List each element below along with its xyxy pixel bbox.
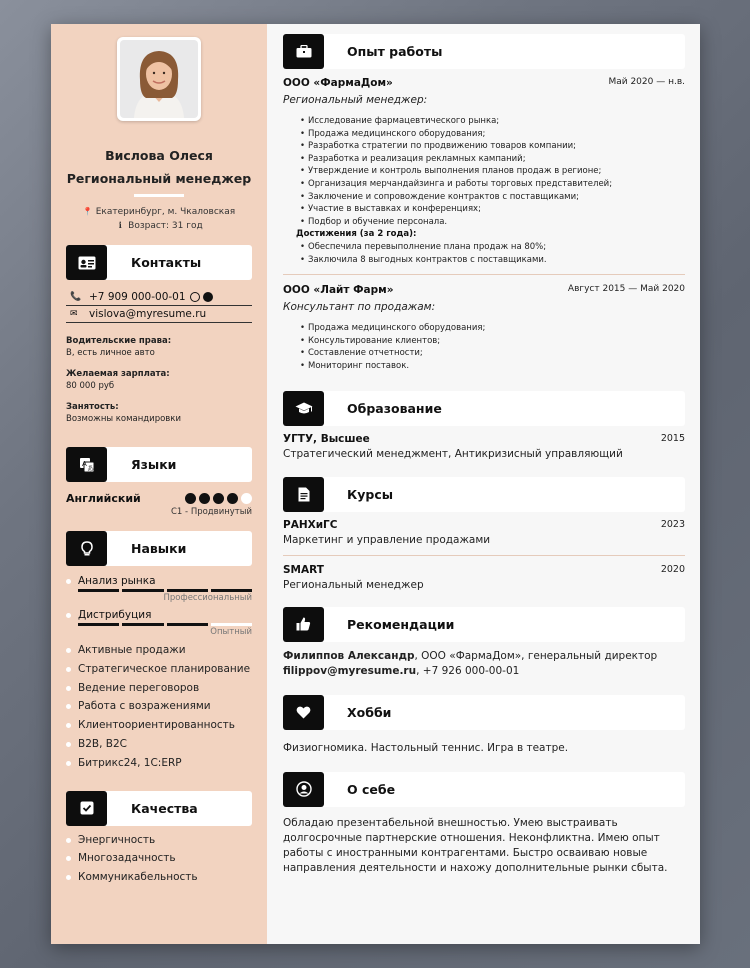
duty-item: • Консультирование клиентов;	[300, 335, 685, 348]
hobbies-text: Физиогномика. Настольный теннис. Игра в театре.	[283, 741, 569, 754]
thumbs-up-icon	[296, 617, 311, 631]
qualities-list	[66, 831, 252, 887]
phone-text: +7 909 000-00-01	[89, 291, 186, 303]
courses-header	[283, 477, 685, 512]
duty-item: • Утверждение и контроль выполнения планов продаж в регионе;	[300, 165, 685, 178]
skill-level: Опытный	[210, 627, 252, 637]
divider	[283, 274, 685, 275]
detail-value: 80 000 руб	[66, 381, 115, 391]
recommender-phone: , +7 926 000-00-01	[416, 664, 520, 677]
rated-skill	[66, 609, 252, 637]
qualities-header	[66, 791, 252, 826]
courses-heading: Курсы	[347, 486, 394, 502]
rating-dot	[241, 493, 252, 504]
language-name: Английский	[66, 492, 141, 505]
detail-label: Водительские права:	[66, 336, 172, 346]
skills-heading: Навыки	[131, 541, 187, 556]
detail-item	[66, 335, 252, 359]
svg-text:A: A	[81, 459, 87, 468]
briefcase-icon	[296, 45, 312, 58]
rated-skill	[66, 575, 252, 603]
course-year: 2020	[660, 563, 685, 575]
detail-item	[66, 401, 252, 425]
course-name: Региональный менеджер	[283, 578, 424, 591]
telegram-icon	[203, 292, 213, 302]
job-entry	[283, 284, 685, 372]
language-rating	[185, 493, 252, 504]
about-header	[283, 772, 685, 807]
skill-bar-segment	[167, 623, 208, 626]
education-heading: Образование	[347, 400, 442, 416]
skill-bar-segment	[122, 589, 163, 592]
skill-bar-segment	[78, 623, 119, 626]
age-text: Возраст: 31 год	[128, 221, 203, 231]
lightbulb-icon	[81, 541, 93, 557]
course-org: РАНХиГС	[283, 518, 338, 531]
experience-heading: Опыт работы	[347, 44, 443, 59]
education-entry	[283, 433, 685, 460]
checkbox-icon	[80, 801, 94, 815]
skill-level: Профессиональный	[163, 593, 252, 603]
skills-list	[66, 641, 252, 773]
duty-item: • Составление отчетности;	[300, 347, 685, 360]
resume-page	[51, 24, 700, 944]
translate-icon	[79, 457, 95, 473]
skill-bars	[78, 589, 252, 592]
list-item: Стратегическое планирование	[66, 660, 252, 679]
divider	[283, 555, 685, 556]
list-item: Энергичность	[66, 831, 252, 850]
recommendation-entry	[283, 649, 685, 679]
skill-bars	[78, 623, 252, 626]
course-org: SMART	[283, 563, 324, 576]
detail-label: Занятость:	[66, 402, 119, 412]
skill-bar-segment	[78, 589, 119, 592]
language-level: C1 - Продвинутый	[171, 507, 252, 517]
whatsapp-icon	[190, 292, 200, 302]
education-field: Стратегический менеджмент, Антикризисный управляющий	[283, 447, 623, 460]
rating-dot	[199, 493, 210, 504]
duty-item: • Заключение и сопровождение контрактов с поставщиками;	[300, 191, 685, 204]
duty-item: • Продажа медицинского оборудования;	[300, 128, 685, 141]
main-content	[267, 24, 700, 944]
skills-header	[66, 531, 252, 566]
hobbies-header	[283, 695, 685, 730]
list-item: Многозадачность	[66, 849, 252, 868]
list-item: Активные продажи	[66, 641, 252, 660]
heart-icon	[296, 706, 311, 719]
list-item: Коммуникабельность	[66, 868, 252, 887]
info-icon: i	[118, 220, 122, 230]
job-entry	[283, 77, 685, 266]
phone-icon: 📞	[70, 292, 82, 302]
recommender-email[interactable]: filippov@myresume.ru	[283, 664, 417, 677]
skill-name: Анализ рынка	[78, 575, 252, 587]
achievement-item: • Заключила 8 выгодных контрактов с поставщиками.	[300, 254, 685, 267]
duty-item: • Разработка и реализация рекламных кампаний;	[300, 153, 685, 166]
education-school: УГТУ, Высшее	[283, 432, 370, 445]
course-entry	[283, 564, 685, 591]
detail-label: Желаемая зарплата:	[66, 369, 170, 379]
rating-dot	[185, 493, 196, 504]
education-header	[283, 391, 685, 426]
language-item	[66, 492, 252, 505]
skill-bar-segment	[122, 623, 163, 626]
envelope-icon: ✉	[70, 309, 78, 319]
detail-item	[66, 368, 252, 392]
experience-header	[283, 34, 685, 69]
skill-bar-segment	[211, 589, 252, 592]
education-year: 2015	[660, 432, 685, 444]
graduation-cap-icon	[295, 402, 313, 415]
duty-item: • Организация мерчандайзинга и работы торговых представителей;	[300, 178, 685, 191]
email-text: vislova@myresume.ru	[89, 308, 207, 320]
job-position: Консультант по продажам:	[283, 301, 436, 314]
duty-item: • Исследование фармацевтического рынка;	[300, 115, 685, 128]
job-position: Региональный менеджер:	[283, 94, 428, 106]
svg-text:あ: あ	[86, 464, 94, 472]
phone-row[interactable]	[66, 289, 252, 306]
duty-item: • Участие в выставках и конференциях;	[300, 203, 685, 216]
person-title: Региональный менеджер	[66, 171, 252, 186]
achievements-title: Достижения (за 2 года):	[296, 229, 417, 240]
about-text: Обладаю презентабельной внешностью. Умею выстраивать долгосрочные партнерские отношения. Неконфликтна. Имею опыт работы с иностранными контрагентами. Быстро осваиваю новые направления деятельности и нахожу дополнительные рынки сбыта.	[283, 816, 668, 874]
course-year: 2023	[660, 518, 685, 530]
duty-item: • Продажа медицинского оборудования;	[300, 322, 685, 335]
about-heading: О себе	[347, 781, 396, 797]
achievement-item: • Обеспечила перевыполнение плана продаж на 80%;	[300, 241, 685, 254]
rating-dot	[227, 493, 238, 504]
job-dates: Август 2015 — Май 2020	[567, 284, 685, 295]
languages-header	[66, 447, 252, 482]
job-company: ООО «Лайт Фарм»	[283, 284, 394, 297]
languages-heading: Языки	[131, 457, 177, 472]
skill-bar-segment	[167, 589, 208, 592]
recommender-org: , ООО «ФармаДом», генеральный директор	[414, 649, 658, 662]
list-item: Работа с возражениями	[66, 697, 252, 716]
duty-item: • Подбор и обучение персонала.	[300, 216, 685, 229]
job-company: ООО «ФармаДом»	[283, 77, 393, 89]
sidebar	[51, 24, 267, 944]
recommender-name: Филиппов Александр	[283, 649, 415, 662]
hobbies-heading: Хобби	[347, 704, 392, 720]
location-pin-icon: 📍	[82, 207, 93, 216]
job-duties	[300, 322, 685, 372]
course-entry	[283, 519, 685, 546]
course-name: Маркетинг и управление продажами	[283, 533, 491, 546]
list-item: B2B, B2C	[66, 735, 252, 754]
profile-photo	[117, 37, 201, 121]
contacts-header	[66, 245, 252, 280]
detail-value: B, есть личное авто	[66, 348, 155, 358]
contact-card-icon	[78, 256, 96, 270]
skill-bar-segment	[211, 623, 252, 626]
recommendations-heading: Рекомендации	[347, 616, 455, 632]
user-circle-icon	[296, 781, 312, 797]
divider	[134, 194, 184, 197]
job-duties	[300, 115, 685, 228]
duty-item: • Мониторинг поставок.	[300, 360, 685, 373]
recommendations-header	[283, 607, 685, 642]
skill-name: Дистрибуция	[78, 609, 252, 621]
list-item: Ведение переговоров	[66, 679, 252, 698]
duty-item: • Разработка стратегии по продвижению товаров компании;	[300, 140, 685, 153]
email-row[interactable]	[66, 306, 252, 323]
job-dates: Май 2020 — н.в.	[608, 77, 685, 87]
person-name: Вислова Олеся	[105, 148, 213, 163]
job-achievements	[300, 241, 685, 266]
rating-dot	[213, 493, 224, 504]
list-item: Клиентоориентированность	[66, 716, 252, 735]
list-item: Битрикс24, 1С:ERP	[66, 754, 252, 773]
document-icon	[298, 487, 310, 502]
location-text: Екатеринбург, м. Чкаловская	[95, 207, 236, 217]
contacts-heading: Контакты	[131, 255, 202, 270]
detail-value: Возможны командировки	[66, 414, 181, 424]
qualities-heading: Качества	[131, 800, 198, 816]
location-block	[66, 205, 252, 233]
